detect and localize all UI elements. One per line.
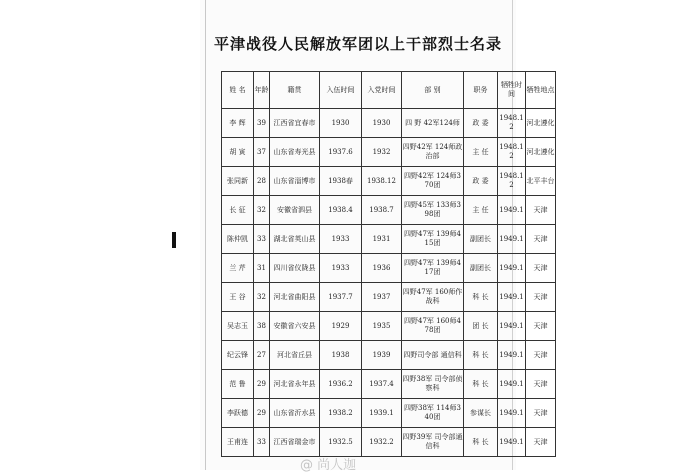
cell-death-date: 1948.12	[498, 167, 526, 196]
cell-party-date: 1932	[362, 138, 402, 167]
cell-position: 科 长	[464, 370, 498, 399]
cell-hometown: 江西省瑞金市	[270, 428, 320, 457]
cell-name: 陈仲凯	[222, 225, 254, 254]
cell-hometown: 山东省淄博市	[270, 167, 320, 196]
cell-age: 28	[254, 167, 270, 196]
cell-position: 主 任	[464, 196, 498, 225]
page-edge-left	[205, 0, 206, 470]
cell-unit: 四野47军 139师417团	[402, 254, 464, 283]
cell-enlist-date: 1938.4	[320, 196, 362, 225]
cell-enlist-date: 1938.2	[320, 399, 362, 428]
header-name: 姓 名	[222, 72, 254, 109]
cell-position: 科 长	[464, 341, 498, 370]
cell-party-date: 1931	[362, 225, 402, 254]
cell-death-place: 天津	[526, 428, 556, 457]
cell-name: 纪云锋	[222, 341, 254, 370]
cell-unit: 四野45军 133师398团	[402, 196, 464, 225]
cell-unit: 四野42军 124师政治部	[402, 138, 464, 167]
header-unit: 部 别	[402, 72, 464, 109]
cell-party-date: 1937	[362, 283, 402, 312]
cell-age: 32	[254, 283, 270, 312]
cell-position: 副团长	[464, 225, 498, 254]
cell-unit: 四 野 42军124师	[402, 109, 464, 138]
cell-name: 李跃德	[222, 399, 254, 428]
cell-unit: 四野47军 139师415团	[402, 225, 464, 254]
table-row	[222, 370, 556, 399]
cell-enlist-date: 1937.6	[320, 138, 362, 167]
cell-position: 政 委	[464, 167, 498, 196]
cell-age: 31	[254, 254, 270, 283]
cell-position: 政 委	[464, 109, 498, 138]
header-party-date: 入党时间	[362, 72, 402, 109]
cell-name: 兰 芹	[222, 254, 254, 283]
cell-death-date: 1949.1	[498, 283, 526, 312]
cell-party-date: 1939.1	[362, 399, 402, 428]
martyr-roster-table	[221, 71, 556, 457]
cell-death-place: 天津	[526, 312, 556, 341]
cell-death-date: 1949.1	[498, 196, 526, 225]
header-position: 职务	[464, 72, 498, 109]
cell-hometown: 安徽省六安县	[270, 312, 320, 341]
table-row	[222, 167, 556, 196]
cell-age: 38	[254, 312, 270, 341]
cell-hometown: 江西省宜春市	[270, 109, 320, 138]
cell-hometown: 山东省沂水县	[270, 399, 320, 428]
header-death-date: 牺牲时间	[498, 72, 526, 109]
table-row	[222, 399, 556, 428]
cell-name: 吴志玉	[222, 312, 254, 341]
cell-party-date: 1939	[362, 341, 402, 370]
cell-hometown: 河北省曲阳县	[270, 283, 320, 312]
cell-hometown: 河北省丘县	[270, 341, 320, 370]
cell-enlist-date: 1938春	[320, 167, 362, 196]
cell-position: 副团长	[464, 254, 498, 283]
cell-enlist-date: 1929	[320, 312, 362, 341]
cell-age: 37	[254, 138, 270, 167]
cell-death-place: 河北遵化	[526, 109, 556, 138]
cell-party-date: 1937.4	[362, 370, 402, 399]
cell-party-date: 1938.7	[362, 196, 402, 225]
cell-unit: 四野47军 160师作战科	[402, 283, 464, 312]
cell-death-place: 天津	[526, 196, 556, 225]
cell-position: 科 长	[464, 428, 498, 457]
cell-name: 长 征	[222, 196, 254, 225]
cell-death-date: 1949.1	[498, 225, 526, 254]
cell-age: 29	[254, 399, 270, 428]
table-row	[222, 312, 556, 341]
cell-enlist-date: 1933	[320, 225, 362, 254]
cell-death-date: 1949.1	[498, 399, 526, 428]
cell-death-date: 1949.1	[498, 370, 526, 399]
cell-age: 33	[254, 428, 270, 457]
table-row	[222, 254, 556, 283]
cell-unit: 四野47军 160师478团	[402, 312, 464, 341]
table-row	[222, 283, 556, 312]
margin-mark	[172, 232, 176, 248]
cell-death-date: 1948.12	[498, 109, 526, 138]
cell-position: 科 长	[464, 283, 498, 312]
cell-death-place: 河北遵化	[526, 138, 556, 167]
cell-hometown: 湖北省英山县	[270, 225, 320, 254]
table-row	[222, 196, 556, 225]
cell-death-place: 天津	[526, 399, 556, 428]
cell-death-place: 天津	[526, 225, 556, 254]
cell-unit: 四野39军 司令部通信科	[402, 428, 464, 457]
cell-death-place: 天津	[526, 283, 556, 312]
cell-enlist-date: 1930	[320, 109, 362, 138]
cell-party-date: 1932.2	[362, 428, 402, 457]
cell-death-date: 1949.1	[498, 312, 526, 341]
cell-enlist-date: 1936.2	[320, 370, 362, 399]
cell-party-date: 1936	[362, 254, 402, 283]
cell-age: 27	[254, 341, 270, 370]
table-row	[222, 225, 556, 254]
header-enlist-date: 入伍时间	[320, 72, 362, 109]
cell-enlist-date: 1938	[320, 341, 362, 370]
cell-age: 39	[254, 109, 270, 138]
table-row	[222, 428, 556, 457]
cell-death-place: 北平丰台	[526, 167, 556, 196]
cell-hometown: 四川省仪陇县	[270, 254, 320, 283]
cell-hometown: 河北省永年县	[270, 370, 320, 399]
cell-name: 胡 寅	[222, 138, 254, 167]
cell-death-date: 1949.1	[498, 428, 526, 457]
cell-unit: 四野42军 124师370团	[402, 167, 464, 196]
cell-age: 33	[254, 225, 270, 254]
cell-name: 范 鲁	[222, 370, 254, 399]
cell-unit: 四野司令部 通信科	[402, 341, 464, 370]
cell-hometown: 山东省寿光县	[270, 138, 320, 167]
cell-name: 张同新	[222, 167, 254, 196]
cell-position: 主 任	[464, 138, 498, 167]
cell-party-date: 1930	[362, 109, 402, 138]
cell-position: 团 长	[464, 312, 498, 341]
cell-party-date: 1935	[362, 312, 402, 341]
document-title: 平津战役人民解放军团以上干部烈士名录	[213, 35, 502, 53]
header-hometown: 籍贯	[270, 72, 320, 109]
table-body	[222, 109, 556, 457]
cell-unit: 四野38军 114师340团	[402, 399, 464, 428]
cell-enlist-date: 1937.7	[320, 283, 362, 312]
cell-name: 王 谷	[222, 283, 254, 312]
cell-hometown: 安徽省泗县	[270, 196, 320, 225]
cell-death-date: 1949.1	[498, 254, 526, 283]
cell-name: 王甫连	[222, 428, 254, 457]
cell-party-date: 1938.12	[362, 167, 402, 196]
cell-death-place: 天津	[526, 370, 556, 399]
cell-death-place: 天津	[526, 254, 556, 283]
table-header-row	[222, 72, 556, 109]
cell-death-date: 1948.12	[498, 138, 526, 167]
cell-death-place: 天津	[526, 341, 556, 370]
cell-position: 参谋长	[464, 399, 498, 428]
cell-age: 32	[254, 196, 270, 225]
cell-name: 李 辉	[222, 109, 254, 138]
table-row	[222, 138, 556, 167]
cell-death-date: 1949.1	[498, 341, 526, 370]
cell-age: 29	[254, 370, 270, 399]
watermark: @ 尚人迦	[300, 458, 357, 473]
table-row	[222, 341, 556, 370]
header-death-place: 牺牲地点	[526, 72, 556, 109]
cell-enlist-date: 1933	[320, 254, 362, 283]
table-row	[222, 109, 556, 138]
header-age: 年龄	[254, 72, 270, 109]
cell-enlist-date: 1932.5	[320, 428, 362, 457]
cell-unit: 四野38军 司令部侦察科	[402, 370, 464, 399]
